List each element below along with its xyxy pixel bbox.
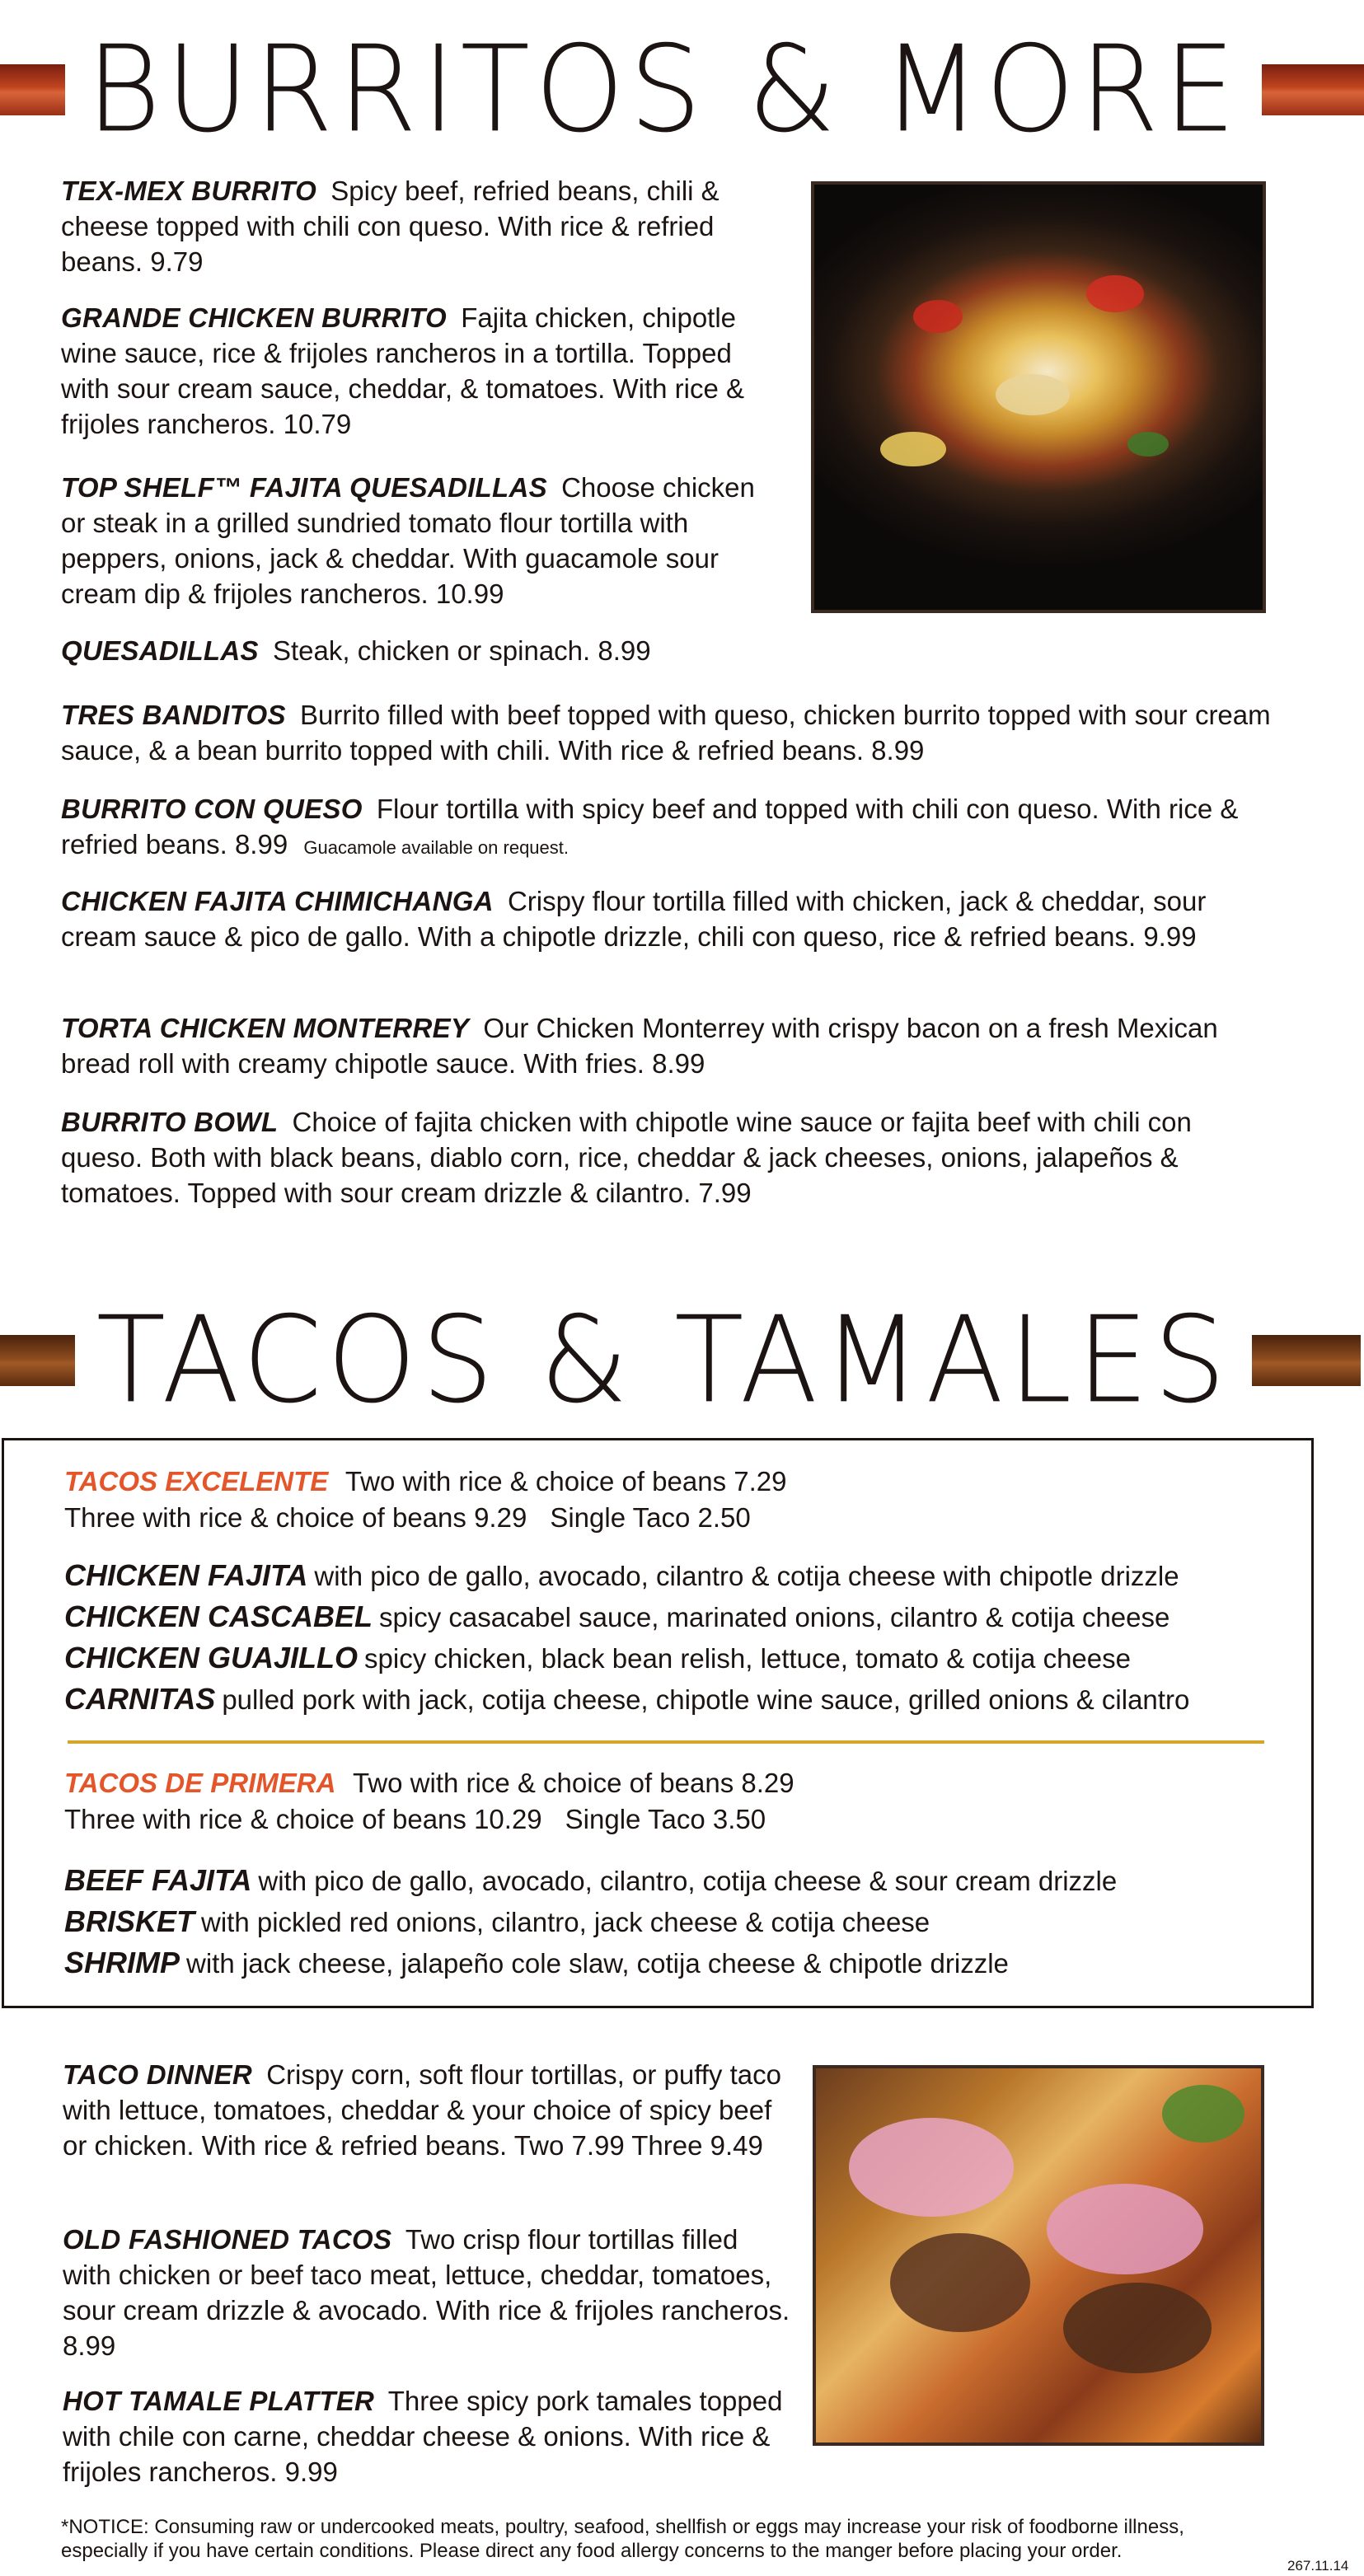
menu-item-burrito-bowl xyxy=(61,1104,1273,1211)
pepper-garnish xyxy=(1086,275,1144,312)
item-name: CHICKEN CASCABEL xyxy=(64,1599,373,1633)
item-desc: with jack cheese, jalapeño cole slaw, cotija cheese & chipotle drizzle xyxy=(186,1948,1009,1979)
item-name: TOP SHELF™ FAJITA QUESADILLAS xyxy=(61,472,547,503)
taco-item-chicken-guajillo xyxy=(64,1640,1131,1677)
item-note: Guacamole available on request. xyxy=(303,837,570,858)
cilantro-garnish xyxy=(1127,432,1169,457)
tacos-excelente-heading-line xyxy=(64,1464,786,1500)
item-name: HOT TAMALE PLATTER xyxy=(63,2386,375,2416)
item-name: SHRIMP xyxy=(64,1946,180,1979)
item-desc: Choose chicken or steak in a grilled sundried tomato flour tortilla with peppers, onions, jack & cheddar. With guacamole sour cream dip & frijoles rancheros. 10.99 xyxy=(61,472,755,609)
item-desc: spicy casacabel sauce, marinated onions, cilantro & cotija cheese xyxy=(379,1602,1170,1632)
item-desc: Three spicy pork tamales topped with chile con carne, cheddar cheese & onions. With rice & frijoles rancheros. 9.99 xyxy=(63,2386,783,2487)
tacos-primera-price-three: Three with rice & choice of beans 10.29 xyxy=(64,1804,542,1834)
left-decorative-bar xyxy=(0,1335,75,1386)
taco-item-beef-fajita xyxy=(64,1862,1117,1899)
item-desc: Two crisp flour tortillas filled with chicken or beef taco meat, lettuce, cheddar, tomatoes, sour cream drizzle & avocado. With rice & frijoles rancheros. 8.99 xyxy=(63,2224,790,2361)
item-desc: Fajita chicken, chipotle wine sauce, rice & frijoles rancheros in a tortilla. Topped with sour cream sauce, cheddar, & tomatoes. With rice & frijoles rancheros. 10.79 xyxy=(61,302,745,439)
tacos-primera-price-two: Two with rice & choice of beans 8.29 xyxy=(352,1768,794,1798)
taco-item-chicken-cascabel xyxy=(64,1599,1169,1636)
item-name: CHICKEN GUAJILLO xyxy=(64,1641,359,1674)
tacos-section-header xyxy=(58,1290,1269,1430)
item-name: TEX-MEX BURRITO xyxy=(61,176,317,206)
lettuce-garnish xyxy=(1162,2085,1244,2143)
left-decorative-bar xyxy=(0,64,65,115)
menu-item-grande-chicken-burrito xyxy=(61,300,786,442)
item-name: CARNITAS xyxy=(64,1682,216,1716)
item-name: GRANDE CHICKEN BURRITO xyxy=(61,302,448,333)
burritos-section-header xyxy=(58,19,1269,159)
menu-item-tres-banditos xyxy=(61,697,1273,768)
menu-item-hot-tamale-platter xyxy=(63,2383,793,2489)
tacos-primera-heading: TACOS DE PRIMERA xyxy=(64,1768,336,1798)
item-desc: Burrito filled with beef topped with queso, chicken burrito topped with sour cream sauce, & a bean burrito topped with chili. With rice & refried beans. 8.99 xyxy=(61,700,1271,766)
right-decorative-bar xyxy=(1262,64,1364,115)
menu-item-burrito-con-queso xyxy=(61,791,1273,865)
taco-item-carnitas xyxy=(64,1681,1189,1718)
item-name: BURRITO BOWL xyxy=(61,1107,279,1137)
section-title-burritos: BURRITOS & MORE xyxy=(86,19,1241,159)
item-name: CHICKEN FAJITA CHIMICHANGA xyxy=(61,886,494,916)
taco-item-chicken-fajita xyxy=(64,1557,1179,1595)
menu-item-tex-mex-burrito xyxy=(61,173,786,279)
gold-divider xyxy=(68,1740,1264,1744)
item-name: BURRITO CON QUESO xyxy=(61,794,363,824)
menu-item-quesadillas xyxy=(61,633,786,668)
item-desc: with pico de gallo, avocado, cilantro & cotija cheese with chipotle drizzle xyxy=(314,1561,1179,1591)
item-name: QUESADILLAS xyxy=(61,635,259,666)
tacos-excelente-price-single: Single Taco 2.50 xyxy=(550,1502,751,1533)
pickled-onion-garnish xyxy=(1047,2184,1203,2274)
menu-code: 267.11.14 xyxy=(1287,2558,1349,2574)
item-desc: Flour tortilla with spicy beef and topped with chili con queso. With rice & refried beans. 8.99 xyxy=(61,794,1239,859)
item-desc: Choice of fajita chicken with chipotle wine sauce or fajita beef with chili con queso. Both with black beans, diablo corn, rice, cheddar & jack cheeses, onions, jalapeños & tomatoes. Topped with sour cream drizzle & cilantro. 7.99 xyxy=(61,1107,1192,1208)
tacos-excelente-price-two: Two with rice & choice of beans 7.29 xyxy=(345,1466,787,1496)
pickled-onion-garnish xyxy=(849,2118,1014,2217)
brisket-filling xyxy=(890,2233,1030,2332)
right-decorative-bar xyxy=(1252,1335,1361,1386)
tacos-excelente-heading: TACOS EXCELENTE xyxy=(64,1466,329,1496)
tacos-excelente-price-three: Three with rice & choice of beans 9.29 xyxy=(64,1502,527,1533)
item-desc: Crispy corn, soft flour tortillas, or puffy taco with lettuce, tomatoes, cheddar & your choice of spicy beef or chicken. With rice & refried beans. Two 7.99 Three 9.49 xyxy=(63,2059,781,2161)
menu-item-old-fashioned-tacos xyxy=(63,2222,793,2363)
item-name: TRES BANDITOS xyxy=(61,700,286,730)
item-desc: with pickled red onions, cilantro, jack cheese & cotija cheese xyxy=(201,1907,930,1937)
section-title-tacos: TACOS & TAMALES xyxy=(96,1290,1231,1430)
taco-item-shrimp xyxy=(64,1945,1009,1982)
item-desc: pulled pork with jack, cotija cheese, chipotle wine sauce, grilled onions & cilantro xyxy=(222,1684,1190,1715)
menu-item-top-shelf-fajita-quesadillas xyxy=(61,470,786,611)
item-name: CHICKEN FAJITA xyxy=(64,1558,308,1592)
menu-item-taco-dinner xyxy=(63,2057,793,2163)
item-name: TORTA CHICKEN MONTERREY xyxy=(61,1013,470,1043)
chicken-piece xyxy=(996,374,1070,415)
tacos-photo xyxy=(813,2065,1264,2446)
item-name: OLD FASHIONED TACOS xyxy=(63,2224,392,2255)
item-desc: Spicy beef, refried beans, chili & cheese topped with chili con queso. With rice & refried beans. 9.79 xyxy=(61,176,719,277)
brisket-filling xyxy=(1063,2283,1212,2373)
item-desc: Crispy flour tortilla filled with chicken, jack & cheddar, sour cream sauce & pico de gallo. With a chipotle drizzle, chili con queso, rice & refried beans. 9.99 xyxy=(61,886,1207,952)
tacos-excelente-price-line xyxy=(64,1500,751,1536)
taco-item-brisket xyxy=(64,1904,930,1941)
item-name: BEEF FAJITA xyxy=(64,1863,252,1897)
burrito-bowl-photo xyxy=(811,181,1266,613)
cheese-garnish xyxy=(880,432,946,466)
pepper-garnish xyxy=(913,300,963,333)
item-desc: with pico de gallo, avocado, cilantro, cotija cheese & sour cream drizzle xyxy=(258,1866,1118,1896)
menu-item-torta-chicken-monterrey xyxy=(61,1010,1273,1081)
tacos-primera-price-line xyxy=(64,1801,766,1838)
item-name: TACO DINNER xyxy=(63,2059,253,2090)
item-name: BRISKET xyxy=(64,1904,195,1938)
tacos-primera-heading-line xyxy=(64,1765,794,1801)
item-desc: Steak, chicken or spinach. 8.99 xyxy=(272,635,651,666)
item-desc: spicy chicken, black bean relish, lettuce, tomato & cotija cheese xyxy=(364,1643,1131,1674)
food-safety-notice: *NOTICE: Consuming raw or undercooked meats, poultry, seafood, shellfish or eggs may increase your risk of foodborne illness, especially if you have certain conditions. Please direct any food allergy concerns to the manger before placing your order. xyxy=(61,2516,1184,2562)
item-desc: Our Chicken Monterrey with crispy bacon on a fresh Mexican bread roll with creamy chipotle sauce. With fries. 8.99 xyxy=(61,1013,1218,1079)
tacos-primera-price-single: Single Taco 3.50 xyxy=(565,1804,766,1834)
menu-item-chicken-fajita-chimichanga xyxy=(61,883,1273,954)
